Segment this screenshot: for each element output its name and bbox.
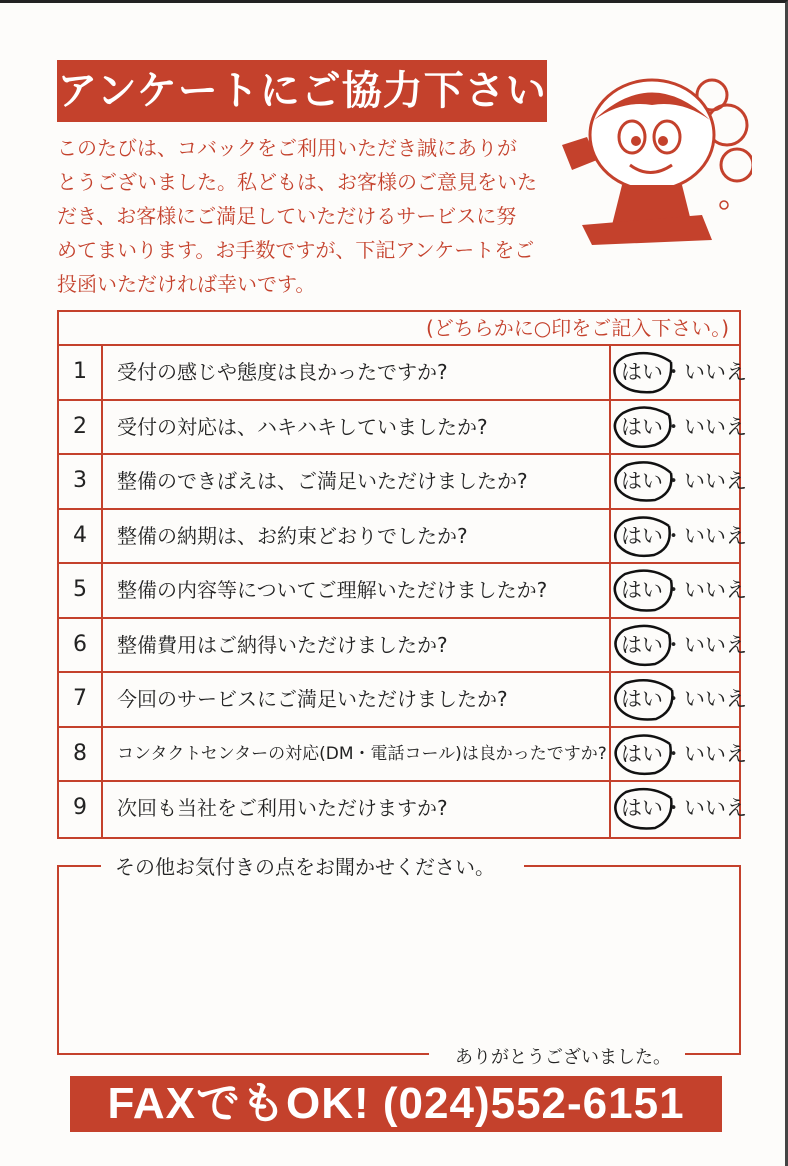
comment-box-border: [59, 1053, 429, 1055]
intro-line: このたびは、コバックをご利用いただき誠にありが: [57, 136, 517, 160]
answer-options[interactable]: [609, 455, 747, 508]
answer-yes[interactable]: はい: [621, 523, 663, 548]
answer-no[interactable]: いいえ: [684, 523, 747, 548]
question-number: 2: [59, 401, 103, 454]
intro-line: 投函いただければ幸いです。: [57, 272, 316, 296]
question-number: 4: [59, 510, 103, 563]
answer-no[interactable]: いいえ: [684, 632, 747, 657]
question-text: 整備の内容等についてご理解いただけましたか?: [117, 578, 548, 602]
comment-box-border: [524, 865, 739, 867]
question-text: 整備のできばえは、ご満足いただけましたか?: [117, 469, 528, 493]
question-text: 整備費用はご納得いただけましたか?: [117, 632, 448, 657]
answer-separator: ・: [663, 469, 684, 493]
question-number: 1: [59, 346, 103, 399]
answer-no[interactable]: いいえ: [684, 741, 747, 766]
page-title: アンケートにご協力下さい: [57, 60, 547, 122]
answer-yes[interactable]: はい: [621, 741, 663, 766]
answer-yes[interactable]: はい: [621, 469, 663, 493]
survey-table: [57, 310, 747, 839]
answer-separator: ・: [663, 741, 684, 766]
question-text: 受付の対応は、ハキハキしていましたか?: [117, 414, 488, 439]
question-text: 整備の納期は、お約束どおりでしたか?: [117, 523, 468, 548]
question-row: [59, 510, 747, 565]
answer-options[interactable]: [609, 401, 747, 454]
answer-yes[interactable]: はい: [621, 687, 663, 711]
intro-line: とうございました。私どもは、お客様のご意見をいた: [57, 170, 537, 194]
answer-separator: ・: [663, 360, 684, 384]
answer-no[interactable]: いいえ: [684, 469, 747, 493]
comments-heading: その他お気付きの点をお聞かせください。: [111, 851, 499, 880]
intro-line: だき、お客様にご満足していただけるサービスに努: [57, 204, 517, 228]
question-text: 次回も当社をご利用いただけますか?: [117, 796, 448, 820]
answer-yes[interactable]: はい: [621, 632, 663, 657]
question-row: [59, 728, 747, 783]
answer-separator: ・: [663, 414, 684, 439]
question-text: コンタクトセンターの対応(DM・電話コール)は良かったですか?: [117, 743, 607, 764]
question-row: [59, 619, 747, 674]
question-row: [59, 455, 747, 510]
answer-separator: ・: [663, 687, 684, 711]
thanks-text: ありがとうございました。: [451, 1043, 675, 1069]
answer-options[interactable]: [609, 673, 747, 726]
answer-options[interactable]: [609, 564, 747, 617]
answer-separator: ・: [663, 578, 684, 602]
question-number: 5: [59, 564, 103, 617]
answer-no[interactable]: いいえ: [684, 796, 747, 820]
question-row: [59, 346, 747, 401]
answer-yes[interactable]: はい: [621, 414, 663, 439]
answer-no[interactable]: いいえ: [684, 414, 747, 439]
question-row: [59, 401, 747, 456]
answer-options[interactable]: [609, 510, 747, 563]
answer-separator: ・: [663, 796, 684, 820]
answer-options[interactable]: [609, 346, 747, 399]
intro-text: [57, 131, 557, 301]
question-number: 6: [59, 619, 103, 672]
question-number: 8: [59, 728, 103, 781]
mascot-character-icon: [552, 65, 752, 255]
fax-banner: FAXでもOK! (024)552-6151: [70, 1076, 722, 1132]
answer-no[interactable]: いいえ: [684, 578, 747, 602]
answer-options[interactable]: [609, 782, 747, 837]
answer-yes[interactable]: はい: [621, 360, 663, 384]
question-number: 7: [59, 673, 103, 726]
question-number: 9: [59, 782, 103, 837]
answer-yes[interactable]: はい: [621, 578, 663, 602]
intro-line: めてまいります。お手数ですが、下記アンケートをご: [57, 238, 535, 262]
question-row: [59, 673, 747, 728]
survey-instruction: (どちらかに○印をご記入下さい。): [59, 312, 739, 346]
question-text: 今回のサービスにご満足いただけましたか?: [117, 687, 508, 711]
question-number: 3: [59, 455, 103, 508]
question-row: [59, 564, 747, 619]
answer-separator: ・: [663, 523, 684, 548]
answer-no[interactable]: いいえ: [684, 360, 747, 384]
answer-options[interactable]: [609, 728, 747, 781]
question-row: [59, 782, 747, 837]
answer-yes[interactable]: はい: [621, 796, 663, 820]
answer-no[interactable]: いいえ: [684, 687, 747, 711]
question-text: 受付の感じや態度は良かったですか?: [117, 360, 448, 384]
answer-options[interactable]: [609, 619, 747, 672]
comments-box[interactable]: [57, 855, 741, 1068]
answer-separator: ・: [663, 632, 684, 657]
